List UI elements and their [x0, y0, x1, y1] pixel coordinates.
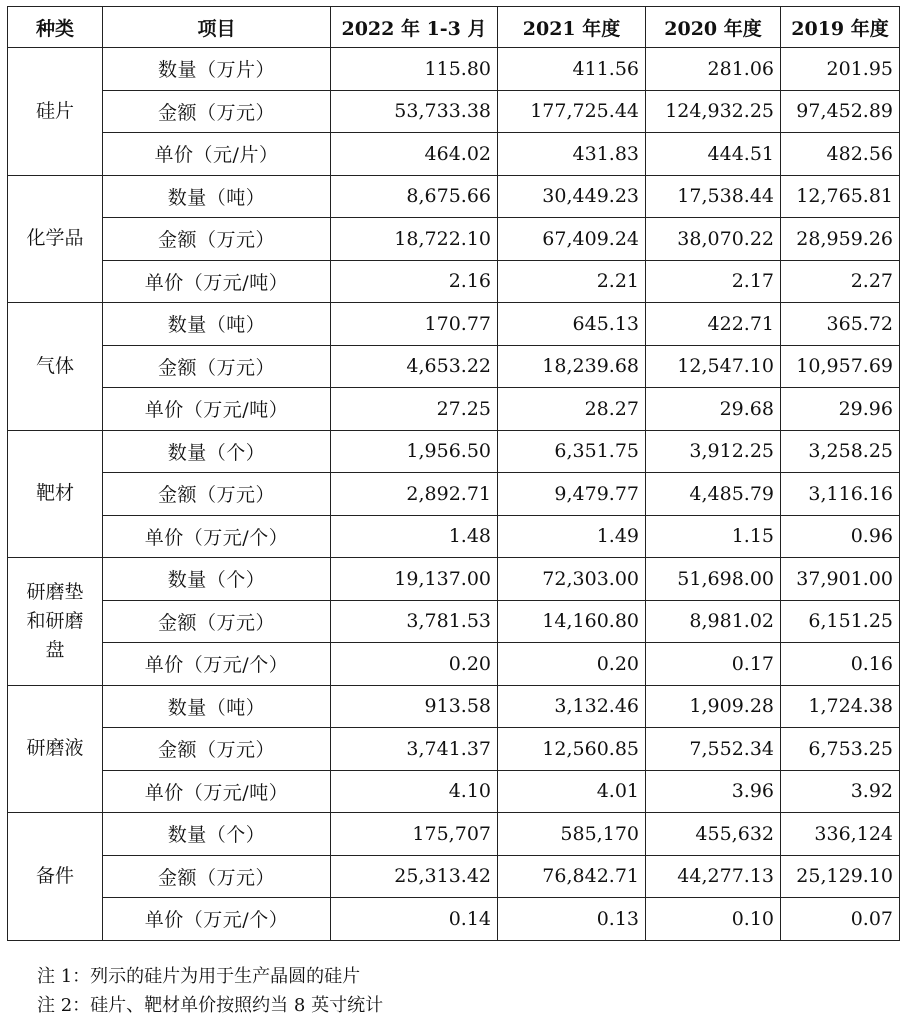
table-row	[8, 855, 900, 898]
table-row	[8, 473, 900, 516]
item-cell-unit-price: 单价（万元/个）	[103, 515, 331, 558]
item-cell-unit-price: 单价（万元/个）	[103, 898, 331, 941]
value-cell-2022q1: 3,781.53	[331, 600, 498, 643]
value-cell-2021: 3,132.46	[498, 685, 646, 728]
table-row	[8, 133, 900, 176]
value-cell-2019: 3.92	[781, 770, 900, 813]
value-cell-2019: 482.56	[781, 133, 900, 176]
table-body	[8, 48, 900, 941]
value-cell-2020: 3,912.25	[646, 430, 781, 473]
value-cell-2022q1: 170.77	[331, 303, 498, 346]
category-cell-slurry: 研磨液	[8, 685, 103, 813]
category-cell-targets: 靶材	[8, 430, 103, 558]
table-row	[8, 643, 900, 686]
header-2019: 2019 年度	[781, 7, 900, 48]
value-cell-2022q1: 913.58	[331, 685, 498, 728]
header-item: 项目	[103, 7, 331, 48]
value-cell-2022q1: 53,733.38	[331, 90, 498, 133]
item-cell-amount: 金额（万元）	[103, 218, 331, 261]
value-cell-2019: 2.27	[781, 260, 900, 303]
value-cell-2021: 72,303.00	[498, 558, 646, 601]
value-cell-2021: 67,409.24	[498, 218, 646, 261]
procurement-table-container	[7, 6, 900, 941]
value-cell-2022q1: 115.80	[331, 48, 498, 91]
value-cell-2020: 51,698.00	[646, 558, 781, 601]
value-cell-2019: 6,753.25	[781, 728, 900, 771]
item-cell-amount: 金额（万元）	[103, 855, 331, 898]
value-cell-2020: 422.71	[646, 303, 781, 346]
value-cell-2022q1: 4.10	[331, 770, 498, 813]
table-row	[8, 728, 900, 771]
footnote-1: 注 1：列示的硅片为用于生产晶圆的硅片	[37, 966, 361, 987]
value-cell-2022q1: 19,137.00	[331, 558, 498, 601]
value-cell-2019: 25,129.10	[781, 855, 900, 898]
table-row	[8, 345, 900, 388]
value-cell-2022q1: 1,956.50	[331, 430, 498, 473]
value-cell-2021: 12,560.85	[498, 728, 646, 771]
value-cell-2021: 585,170	[498, 813, 646, 856]
category-cell-wafer: 硅片	[8, 48, 103, 176]
item-cell-amount: 金额（万元）	[103, 345, 331, 388]
value-cell-2020: 44,277.13	[646, 855, 781, 898]
value-cell-2021: 1.49	[498, 515, 646, 558]
value-cell-2019: 0.16	[781, 643, 900, 686]
value-cell-2020: 4,485.79	[646, 473, 781, 516]
value-cell-2020: 281.06	[646, 48, 781, 91]
value-cell-2020: 38,070.22	[646, 218, 781, 261]
value-cell-2021: 28.27	[498, 388, 646, 431]
value-cell-2020: 17,538.44	[646, 175, 781, 218]
item-cell-quantity: 数量（吨）	[103, 303, 331, 346]
value-cell-2021: 0.13	[498, 898, 646, 941]
value-cell-2022q1: 0.14	[331, 898, 498, 941]
value-cell-2019: 37,901.00	[781, 558, 900, 601]
value-cell-2019: 336,124	[781, 813, 900, 856]
item-cell-quantity: 数量（个）	[103, 558, 331, 601]
procurement-table	[7, 6, 900, 941]
header-2022q1: 2022 年 1-3 月	[331, 7, 498, 48]
table-row	[8, 260, 900, 303]
item-cell-amount: 金额（万元）	[103, 473, 331, 516]
value-cell-2022q1: 175,707	[331, 813, 498, 856]
value-cell-2021: 14,160.80	[498, 600, 646, 643]
item-cell-unit-price: 单价（万元/吨）	[103, 770, 331, 813]
value-cell-2022q1: 18,722.10	[331, 218, 498, 261]
value-cell-2022q1: 464.02	[331, 133, 498, 176]
value-cell-2019: 3,258.25	[781, 430, 900, 473]
table-row	[8, 90, 900, 133]
table-row	[8, 770, 900, 813]
value-cell-2021: 177,725.44	[498, 90, 646, 133]
value-cell-2021: 18,239.68	[498, 345, 646, 388]
value-cell-2019: 365.72	[781, 303, 900, 346]
value-cell-2020: 1.15	[646, 515, 781, 558]
value-cell-2019: 1,724.38	[781, 685, 900, 728]
header-2020: 2020 年度	[646, 7, 781, 48]
value-cell-2022q1: 3,741.37	[331, 728, 498, 771]
value-cell-2019: 97,452.89	[781, 90, 900, 133]
value-cell-2021: 645.13	[498, 303, 646, 346]
value-cell-2021: 9,479.77	[498, 473, 646, 516]
value-cell-2021: 30,449.23	[498, 175, 646, 218]
item-cell-amount: 金额（万元）	[103, 600, 331, 643]
value-cell-2019: 12,765.81	[781, 175, 900, 218]
table-row	[8, 303, 900, 346]
value-cell-2019: 10,957.69	[781, 345, 900, 388]
value-cell-2019: 3,116.16	[781, 473, 900, 516]
category-cell-spares: 备件	[8, 813, 103, 941]
table-row	[8, 515, 900, 558]
table-row	[8, 388, 900, 431]
value-cell-2019: 0.96	[781, 515, 900, 558]
value-cell-2020: 124,932.25	[646, 90, 781, 133]
value-cell-2022q1: 4,653.22	[331, 345, 498, 388]
value-cell-2019: 0.07	[781, 898, 900, 941]
value-cell-2021: 0.20	[498, 643, 646, 686]
item-cell-quantity: 数量（吨）	[103, 685, 331, 728]
header-row	[8, 7, 900, 48]
value-cell-2020: 3.96	[646, 770, 781, 813]
item-cell-amount: 金额（万元）	[103, 90, 331, 133]
value-cell-2020: 1,909.28	[646, 685, 781, 728]
value-cell-2020: 29.68	[646, 388, 781, 431]
item-cell-unit-price: 单价（万元/吨）	[103, 388, 331, 431]
item-cell-quantity: 数量（个）	[103, 430, 331, 473]
value-cell-2022q1: 25,313.42	[331, 855, 498, 898]
value-cell-2021: 2.21	[498, 260, 646, 303]
header-category: 种类	[8, 7, 103, 48]
item-cell-quantity: 数量（个）	[103, 813, 331, 856]
value-cell-2020: 12,547.10	[646, 345, 781, 388]
value-cell-2022q1: 2.16	[331, 260, 498, 303]
item-cell-quantity: 数量（万片）	[103, 48, 331, 91]
table-row	[8, 558, 900, 601]
value-cell-2022q1: 0.20	[331, 643, 498, 686]
value-cell-2022q1: 2,892.71	[331, 473, 498, 516]
table-row	[8, 600, 900, 643]
category-cell-chemicals: 化学品	[8, 175, 103, 303]
table-row	[8, 813, 900, 856]
table-row	[8, 685, 900, 728]
category-cell-pads: 研磨垫和研磨盘	[8, 558, 103, 686]
item-cell-quantity: 数量（吨）	[103, 175, 331, 218]
value-cell-2021: 411.56	[498, 48, 646, 91]
header-2021: 2021 年度	[498, 7, 646, 48]
value-cell-2020: 8,981.02	[646, 600, 781, 643]
table-row	[8, 898, 900, 941]
item-cell-unit-price: 单价（元/片）	[103, 133, 331, 176]
table-row	[8, 430, 900, 473]
value-cell-2022q1: 8,675.66	[331, 175, 498, 218]
value-cell-2020: 0.10	[646, 898, 781, 941]
value-cell-2019: 28,959.26	[781, 218, 900, 261]
value-cell-2021: 76,842.71	[498, 855, 646, 898]
value-cell-2019: 29.96	[781, 388, 900, 431]
value-cell-2020: 0.17	[646, 643, 781, 686]
footnote-2: 注 2：硅片、靶材单价按照约当 8 英寸统计	[37, 995, 384, 1016]
value-cell-2020: 444.51	[646, 133, 781, 176]
footnotes	[37, 962, 383, 1020]
value-cell-2021: 431.83	[498, 133, 646, 176]
item-cell-amount: 金额（万元）	[103, 728, 331, 771]
value-cell-2020: 7,552.34	[646, 728, 781, 771]
table-row	[8, 175, 900, 218]
category-cell-gases: 气体	[8, 303, 103, 431]
value-cell-2019: 6,151.25	[781, 600, 900, 643]
value-cell-2020: 455,632	[646, 813, 781, 856]
item-cell-unit-price: 单价（万元/吨）	[103, 260, 331, 303]
value-cell-2020: 2.17	[646, 260, 781, 303]
value-cell-2022q1: 1.48	[331, 515, 498, 558]
table-row	[8, 48, 900, 91]
item-cell-unit-price: 单价（万元/个）	[103, 643, 331, 686]
value-cell-2019: 201.95	[781, 48, 900, 91]
value-cell-2021: 4.01	[498, 770, 646, 813]
value-cell-2021: 6,351.75	[498, 430, 646, 473]
table-row	[8, 218, 900, 261]
value-cell-2022q1: 27.25	[331, 388, 498, 431]
